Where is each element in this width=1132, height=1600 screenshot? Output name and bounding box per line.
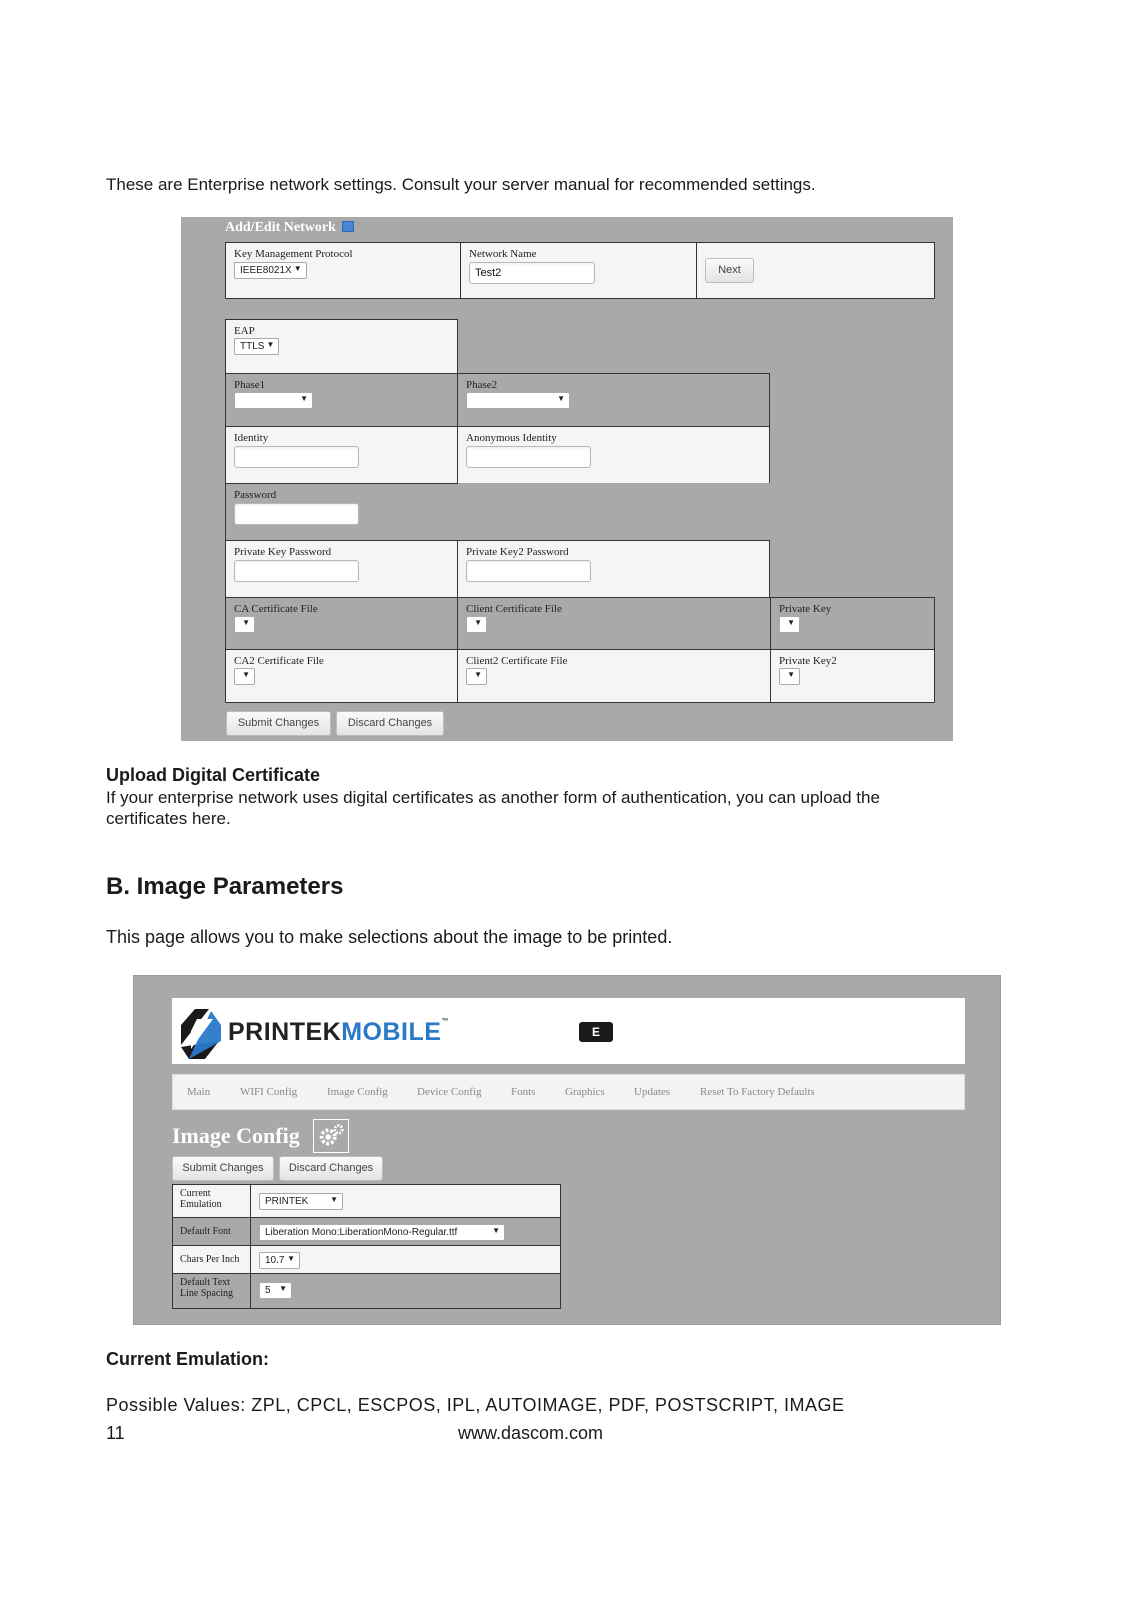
nav-image-config[interactable]: Image Config: [327, 1086, 388, 1098]
private-key2-select[interactable]: [779, 668, 800, 685]
image-submit-changes-button[interactable]: Submit Changes: [172, 1156, 274, 1181]
chevron-down-icon: ▼: [279, 1284, 287, 1293]
form-title: Add/Edit Network: [225, 220, 354, 236]
table-row: [173, 1218, 560, 1246]
password-cell: Password: [225, 483, 458, 540]
password-input[interactable]: [234, 503, 359, 525]
client2-certificate-select[interactable]: [466, 668, 487, 685]
identity-cell: Identity: [225, 426, 458, 483]
nav-graphics[interactable]: Graphics: [565, 1086, 605, 1098]
chevron-down-icon: ▼: [474, 618, 482, 627]
printek-header: [172, 998, 965, 1064]
chevron-down-icon: ▼: [557, 394, 565, 403]
nav-updates[interactable]: Updates: [634, 1086, 671, 1098]
network-top-row: [225, 242, 935, 299]
chevron-down-icon: ▼: [242, 670, 250, 679]
table-row: [173, 1274, 560, 1308]
client2-certificate-cell: Client2 Certificate File ▼: [457, 649, 771, 703]
client-certificate-cell: Client Certificate File ▼: [457, 597, 771, 649]
identity-input[interactable]: [234, 446, 359, 468]
network-name-input[interactable]: Test2: [469, 262, 595, 284]
discard-changes-button[interactable]: Discard Changes: [336, 711, 444, 736]
private-key-cell: Private Key ▼: [770, 597, 935, 649]
phase1-select[interactable]: [234, 392, 313, 409]
ca-certificate-cell: CA Certificate File ▼: [225, 597, 458, 649]
chars-per-inch-label: Chars Per Inch: [173, 1246, 251, 1273]
current-emulation-heading: Current Emulation:: [106, 1349, 270, 1369]
intro-text: These are Enterprise network settings. Consult your server manual for recommended settings.: [106, 175, 816, 194]
private-key2-password-input[interactable]: [466, 560, 591, 582]
image-discard-changes-button[interactable]: Discard Changes: [279, 1156, 383, 1181]
chevron-down-icon: ▼: [266, 340, 275, 349]
nav-reset-factory-defaults[interactable]: Reset To Factory Defaults: [700, 1086, 815, 1098]
ca2-certificate-cell: CA2 Certificate File ▼: [225, 649, 458, 703]
chevron-down-icon: ▼: [787, 670, 795, 679]
footer-website: www.dascom.com: [458, 1423, 604, 1443]
chevron-down-icon: ▼: [293, 264, 302, 273]
default-font-label: Default Font: [173, 1218, 251, 1245]
phase2-select[interactable]: [466, 392, 570, 409]
submit-changes-button[interactable]: Submit Changes: [226, 711, 331, 736]
upload-body-line1: If your enterprise network uses digital certificates as another form of authentication, you can upload the: [106, 788, 880, 807]
default-font-select[interactable]: Liberation Mono:LiberationMono-Regular.ttf ▼: [259, 1224, 505, 1241]
key-mgmt-select[interactable]: IEEE8021X ▼: [234, 262, 307, 279]
phase2-cell: Phase2 ▼: [457, 373, 770, 426]
chevron-down-icon: ▼: [300, 394, 308, 403]
private-key-password-cell: Private Key Password: [225, 540, 458, 597]
phase1-cell: Phase1 ▼: [225, 373, 458, 426]
chevron-down-icon: ▼: [787, 618, 795, 627]
book-icon[interactable]: [342, 221, 354, 232]
next-button[interactable]: Next: [705, 258, 754, 283]
chevron-down-icon: ▼: [287, 1254, 295, 1263]
chars-per-inch-select[interactable]: 10.7 ▼: [259, 1252, 300, 1269]
private-key2-password-cell: Private Key2 Password: [457, 540, 770, 597]
main-nav: [172, 1074, 965, 1110]
nav-wifi-config[interactable]: WIFI Config: [240, 1086, 298, 1098]
image-config-title: Image Config: [172, 1123, 300, 1148]
nav-device-config[interactable]: Device Config: [417, 1086, 482, 1098]
key-mgmt-cell: Key Management Protocol IEEE8021X ▼: [226, 243, 461, 298]
chevron-down-icon: ▼: [330, 1195, 338, 1204]
printek-logo-icon: [175, 1007, 225, 1061]
anonymous-identity-cell: Anonymous Identity: [457, 426, 770, 483]
gear-icon[interactable]: [313, 1119, 349, 1153]
chevron-down-icon: ▼: [242, 618, 250, 627]
ca2-certificate-select[interactable]: [234, 668, 255, 685]
table-row: [173, 1185, 560, 1218]
section-b-heading: B. Image Parameters: [106, 873, 344, 900]
ca-certificate-select[interactable]: [234, 616, 255, 633]
private-key-select[interactable]: [779, 616, 800, 633]
eap-select[interactable]: TTLS ▼: [234, 338, 279, 355]
current-emulation-label: Current Emulation: [173, 1185, 251, 1217]
section-b-intro: This page allows you to make selections about the image to be printed.: [106, 927, 673, 947]
private-key-password-input[interactable]: [234, 560, 359, 582]
table-row: [173, 1246, 560, 1274]
upload-body-line2: certificates here.: [106, 809, 231, 828]
add-edit-network-screenshot: [181, 217, 953, 741]
possible-values-text: Possible Values: ZPL, CPCL, ESCPOS, IPL, AUTOIMAGE, PDF, POSTSCRIPT, IMAGE: [106, 1395, 845, 1415]
chevron-down-icon: ▼: [492, 1226, 500, 1235]
private-key2-cell: Private Key2 ▼: [770, 649, 935, 703]
line-spacing-label: Default Text Line Spacing: [173, 1274, 251, 1308]
image-config-screenshot: [133, 975, 1001, 1325]
nav-fonts[interactable]: Fonts: [511, 1086, 536, 1098]
client-certificate-select[interactable]: [466, 616, 487, 633]
eap-cell: EAP TTLS ▼: [225, 319, 458, 373]
image-config-table: [172, 1184, 561, 1309]
current-emulation-select[interactable]: PRINTEK ▼: [259, 1193, 343, 1210]
line-spacing-select[interactable]: 5 ▼: [259, 1282, 292, 1299]
printek-logo-text: PRINTEKMOBILE™: [228, 1018, 449, 1046]
anonymous-identity-input[interactable]: [466, 446, 591, 468]
chevron-down-icon: ▼: [474, 670, 482, 679]
upload-heading: Upload Digital Certificate: [106, 765, 321, 785]
page-number: 11: [106, 1423, 125, 1443]
network-name-cell: Network Name Test2: [461, 243, 697, 298]
nav-main[interactable]: Main: [187, 1086, 211, 1098]
language-icon[interactable]: E: [579, 1022, 613, 1042]
